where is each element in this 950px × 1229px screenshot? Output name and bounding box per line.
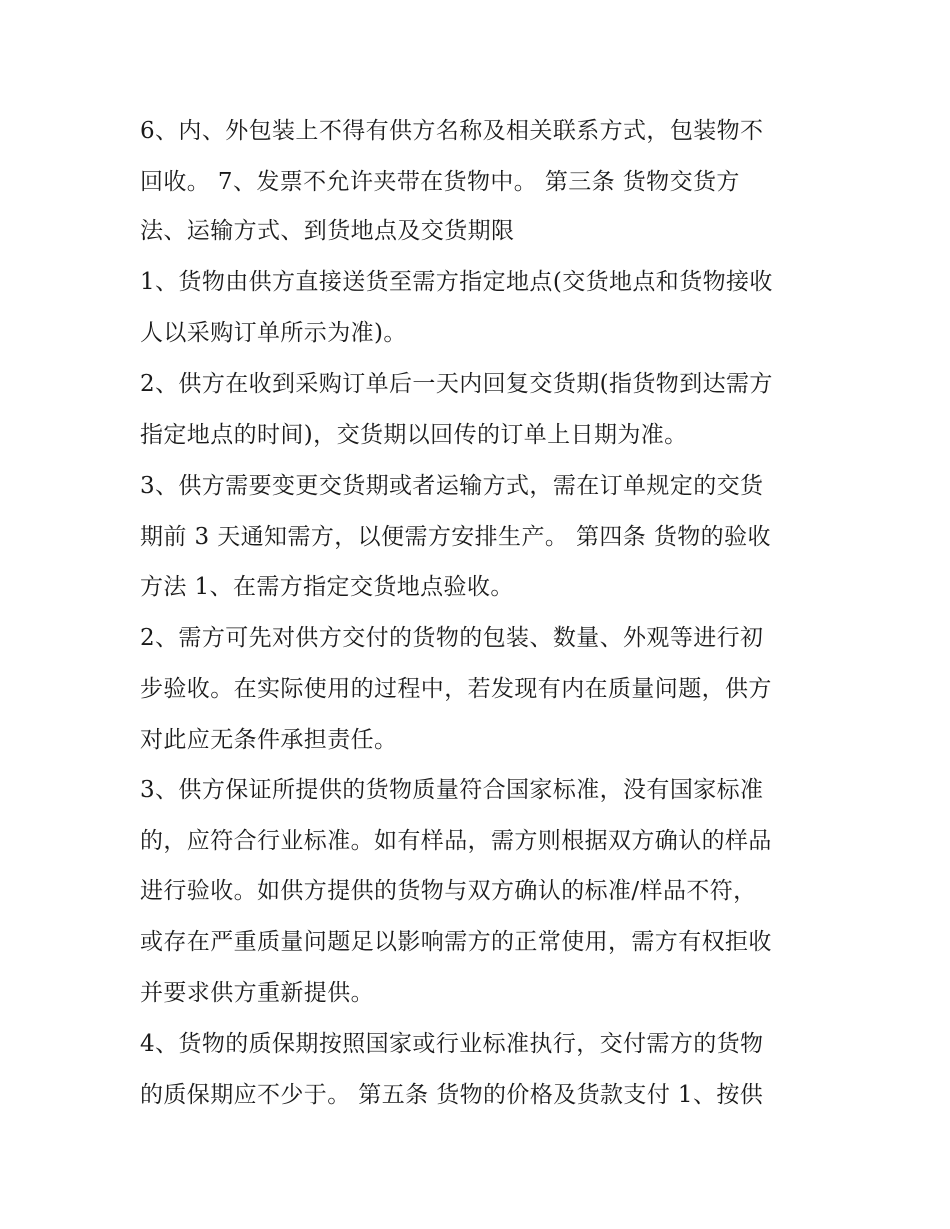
text-line: 进行验收。如供方提供的货物与双方确认的标准/样品不符， [140, 878, 757, 904]
text-line: 法、运输方式、到货地点及交货期限 [140, 218, 515, 244]
text-line: 2、供方在收到采购订单后一天内回复交货期(指货物到达需方 [140, 371, 773, 397]
text-line: 并要求供方重新提供。 [140, 980, 374, 1006]
text-line: 期前 3 天通知需方，以便需方安排生产。 第四条 货物的验收 [140, 524, 771, 550]
text-line: 人以采购订单所示为准)。 [140, 320, 407, 346]
text-line: 6、内、外包装上不得有供方名称及相关联系方式，包装物不 [140, 118, 764, 144]
text-line: 指定地点的时间)，交货期以回传的订单上日期为准。 [140, 422, 688, 448]
text-line: 4、货物的质保期按照国家或行业标准执行，交付需方的货物 [140, 1031, 764, 1057]
text-line: 或存在严重质量问题足以影响需方的正常使用，需方有权拒收 [140, 929, 772, 955]
text-line: 3、供方保证所提供的货物质量符合国家标准，没有国家标准 [140, 777, 764, 803]
text-line: 2、需方可先对供方交付的货物的包装、数量、外观等进行初 [140, 625, 764, 651]
text-line: 3、供方需要变更交货期或者运输方式，需在订单规定的交货 [140, 473, 764, 499]
text-line: 的质保期应不少于。 第五条 货物的价格及货款支付 1、按供 [140, 1082, 764, 1108]
text-line: 方法 1、在需方指定交货地点验收。 [140, 574, 514, 600]
text-line: 1、货物由供方直接送货至需方指定地点(交货地点和货物接收 [140, 269, 773, 295]
text-line: 回收。 7、发票不允许夹带在货物中。 第三条 货物交货方 [140, 169, 740, 195]
text-line: 的，应符合行业标准。如有样品，需方则根据双方确认的样品 [140, 828, 772, 854]
text-line: 步验收。在实际使用的过程中，若发现有内在质量问题，供方 [140, 676, 772, 702]
text-line: 对此应无条件承担责任。 [140, 727, 398, 753]
